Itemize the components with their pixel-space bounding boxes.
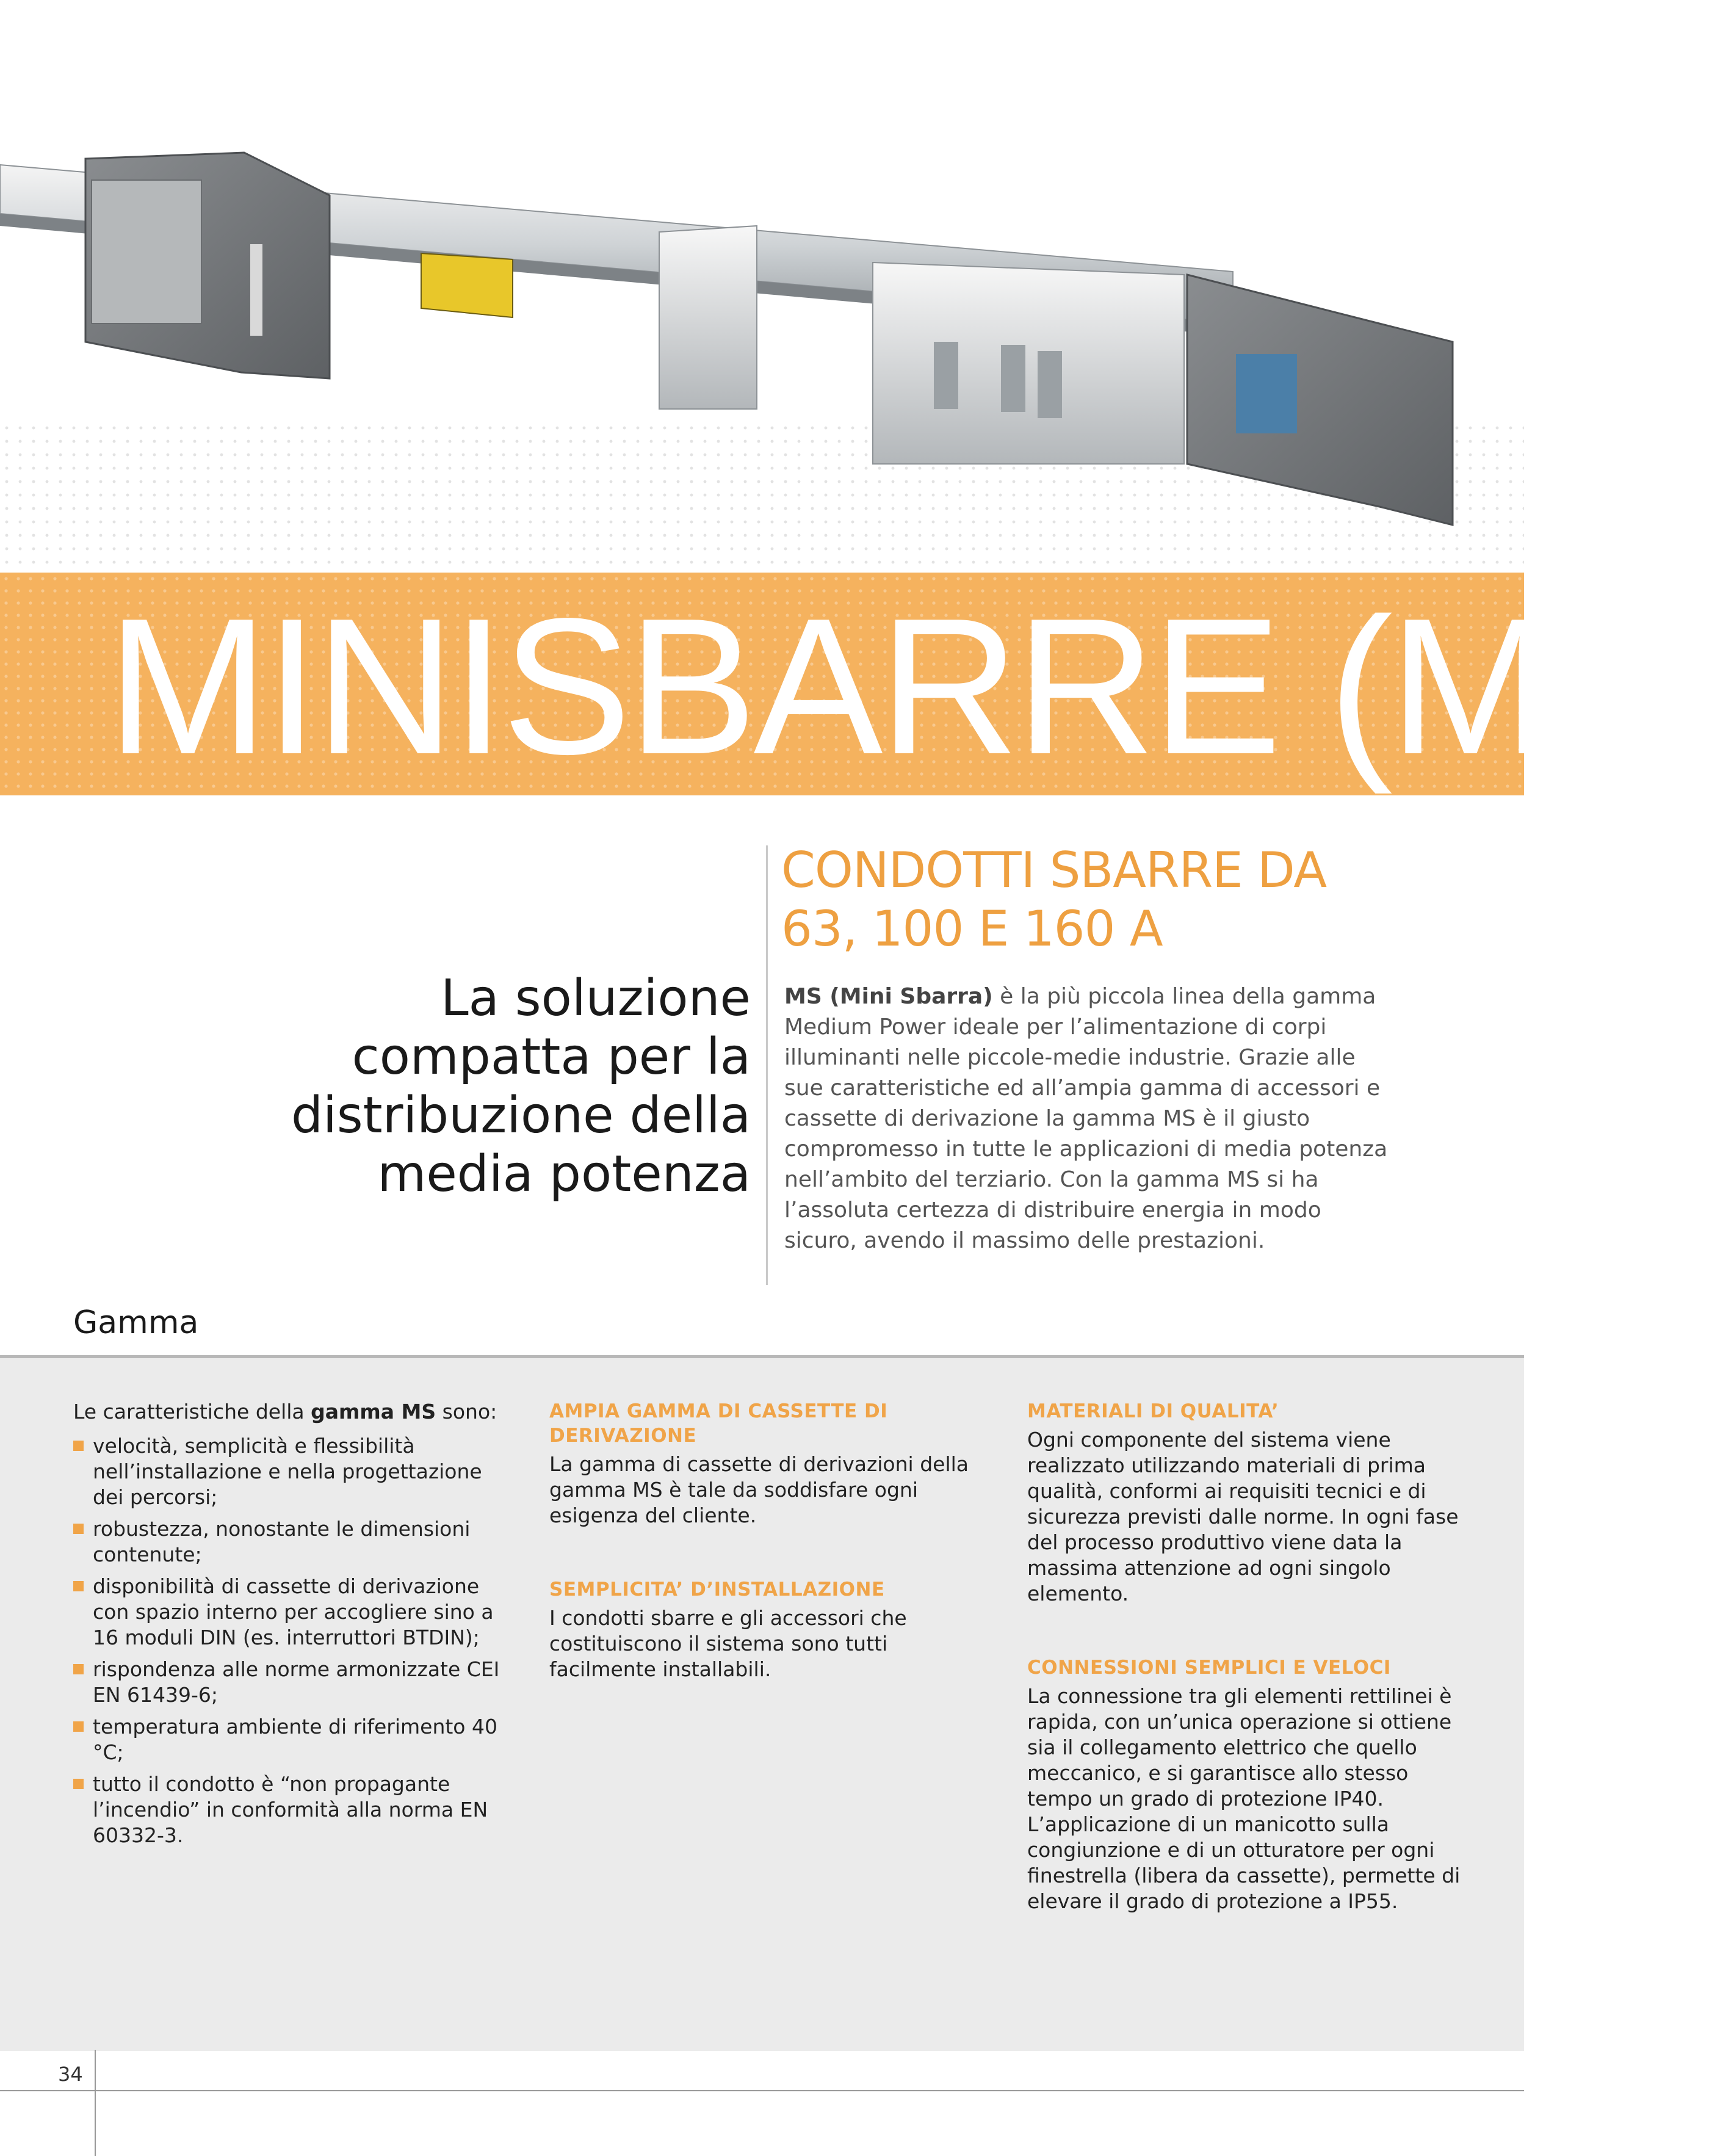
tagline-line-3: distribuzione della bbox=[291, 1087, 751, 1145]
list-item bbox=[73, 1714, 513, 1765]
list-item-text: rispondenza alle norme armonizzate CEI EN 61439-6; bbox=[93, 1657, 500, 1707]
square-bullet-icon bbox=[73, 1664, 84, 1674]
features-list bbox=[73, 1433, 513, 1848]
square-bullet-icon bbox=[73, 1779, 84, 1789]
heading-ampia-gamma: AMPIA GAMMA DI CASSETTE DI DERIVAZIONE bbox=[549, 1400, 888, 1447]
features-lead-post: sono: bbox=[436, 1400, 497, 1423]
features-column-1 bbox=[73, 1399, 513, 1854]
intro-paragraph bbox=[784, 982, 1395, 1256]
divider-vertical bbox=[766, 845, 768, 1285]
section-title-gamma: Gamma bbox=[73, 1304, 199, 1341]
subtitle-line-1: CONDOTTI SBARRE DA bbox=[781, 842, 1327, 899]
tagline-line-1: La soluzione bbox=[440, 969, 751, 1027]
features-lead-bold: gamma MS bbox=[311, 1400, 436, 1423]
text-connessioni: La connessione tra gli elementi rettilinei è rapida, con un’unica operazione si ottiene sia il collegamento elettrico che quello meccanico, e si garantisce allo stesso tempo un grado di protezione IP40. L’applicazione di un manicotto sulla congiunzione e di un otturatore per ogni finestrella (libera da cassette), permette di elevare il grado di protezione a IP55. bbox=[1027, 1684, 1461, 1913]
text-ampia-gamma: La gamma di cassette di derivazioni della gamma MS è tale da soddisfare ogni esigenza del cliente. bbox=[549, 1452, 969, 1527]
list-item-text: temperatura ambiente di riferimento 40 °C; bbox=[93, 1715, 497, 1764]
features-lead bbox=[73, 1399, 513, 1425]
list-item bbox=[73, 1657, 513, 1708]
list-item-text: velocità, semplicità e flessibilità nell’installazione e nella progettazione dei percorsi; bbox=[93, 1434, 482, 1509]
list-item-text: robustezza, nonostante le dimensioni contenute; bbox=[93, 1517, 471, 1566]
square-bullet-icon bbox=[73, 1581, 84, 1591]
subtitle bbox=[781, 841, 1483, 958]
list-item bbox=[73, 1574, 513, 1651]
footer-divider bbox=[0, 2090, 1524, 2091]
list-item bbox=[73, 1516, 513, 1568]
heading-semplicita: SEMPLICITA’ D’INSTALLAZIONE bbox=[549, 1579, 885, 1601]
list-item bbox=[73, 1771, 513, 1848]
square-bullet-icon bbox=[73, 1524, 84, 1534]
list-item bbox=[73, 1433, 513, 1510]
list-item-text: disponibilità di cassette di derivazione con spazio interno per accogliere sino a 16 moduli DIN (es. interruttori BTDIN); bbox=[93, 1574, 494, 1649]
footer-divider-vertical bbox=[95, 2050, 96, 2156]
text-materiali: Ogni componente del sistema viene realizzato utilizzando materiali di prima qualità, conformi ai requisiti tecnici e di sicurezza previsti dalle norme. In ogni fase del processo produttivo viene data la massima attenzione ad ogni singolo elemento. bbox=[1027, 1428, 1459, 1605]
features-column-3 bbox=[1027, 1399, 1467, 1914]
tagline-line-2: compatta per la bbox=[352, 1028, 751, 1086]
intro-text: è la più piccola linea della gamma Medium Power ideale per l’alimentazione di corpi illuminanti nelle piccole-medie industrie. Grazie alle sue caratteristiche ed all’ampia gamma di accessori e cassette di derivazione la gamma MS è il giusto compromesso in tutte le applicazioni di media potenza nell’ambito del terziario. Con la gamma MS si ha l’assoluta certezza di distribuire energia in modo sicuro, avendo il massimo delle prestazioni. bbox=[784, 984, 1388, 1253]
list-item-text: tutto il condotto è “non propagante l’incendio” in conformità alla norma EN 60332-3. bbox=[93, 1772, 488, 1847]
busbar-product-photo bbox=[0, 122, 1524, 562]
subtitle-line-2: 63, 100 E 160 A bbox=[781, 900, 1163, 957]
text-semplicita: I condotti sbarre e gli accessori che costituiscono il sistema sono tutti facilmente installabili. bbox=[549, 1606, 907, 1681]
heading-materiali: MATERIALI DI QUALITA’ bbox=[1027, 1400, 1279, 1422]
tagline bbox=[183, 969, 751, 1204]
square-bullet-icon bbox=[73, 1721, 84, 1732]
intro-lead-bold: MS (Mini Sbarra) bbox=[784, 984, 993, 1009]
square-bullet-icon bbox=[73, 1441, 84, 1451]
features-lead-pre: Le caratteristiche della bbox=[73, 1400, 311, 1423]
tagline-line-4: media potenza bbox=[377, 1145, 751, 1203]
features-column-2 bbox=[549, 1399, 989, 1682]
page-number: 34 bbox=[58, 2063, 83, 2086]
heading-connessioni: CONNESSIONI SEMPLICI E VELOCI bbox=[1027, 1657, 1391, 1679]
page-title: MINISBARRE (MS) bbox=[107, 578, 1734, 795]
